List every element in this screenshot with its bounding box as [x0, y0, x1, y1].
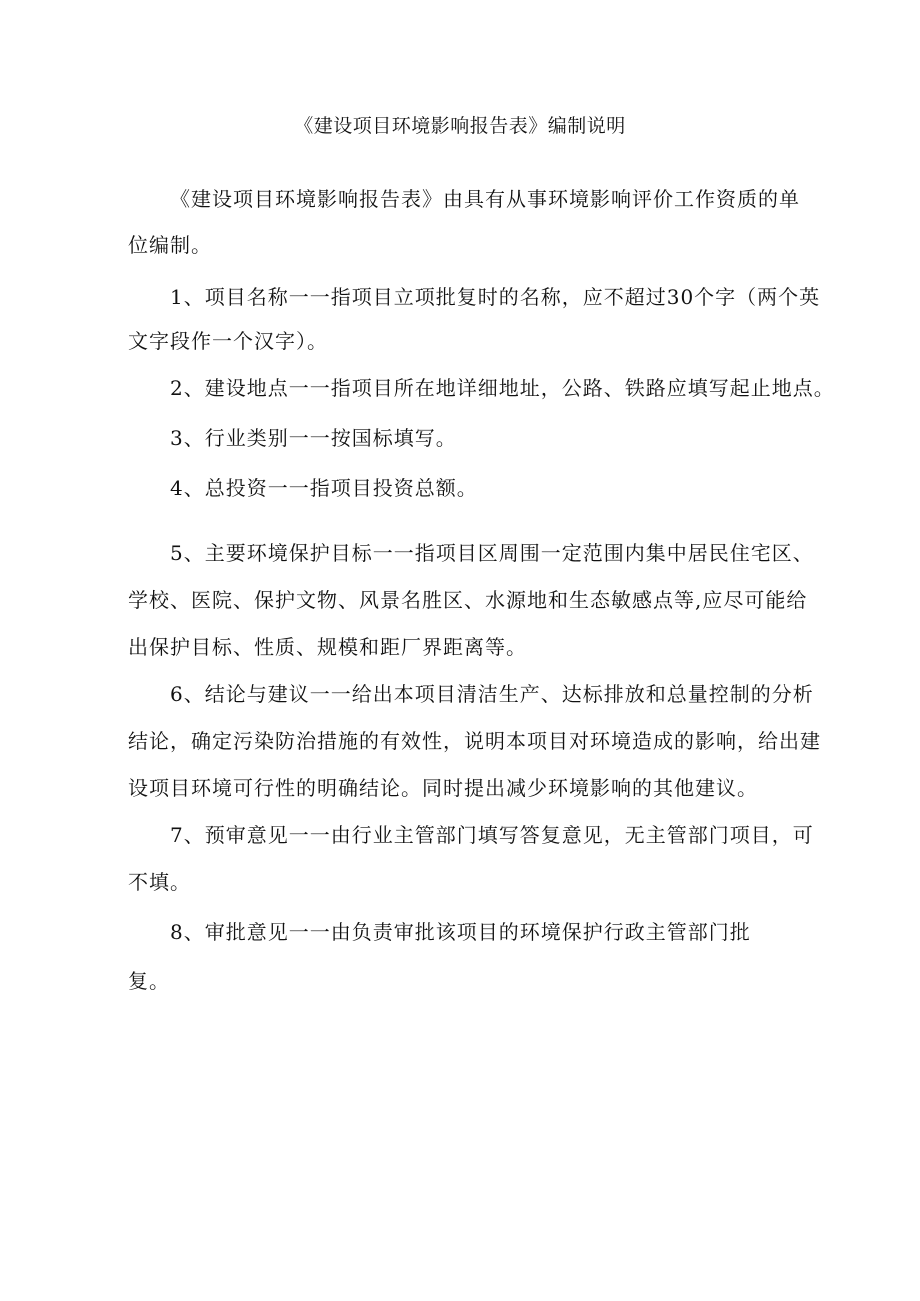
item-7-line-1: 7、预审意见一一由行业主管部门填写答复意见，无主管部门项目，可	[170, 823, 814, 847]
item-2-line-1: 2、建设地点一一指项目所在地详细地址，公路、铁路应填写起止地点。	[170, 376, 835, 400]
item-4-line-1: 4、总投资一一指项目投资总额。	[170, 476, 478, 500]
item-1-line-2: 文字段作一个汉字）。	[128, 329, 328, 353]
item-5-line-3: 出保护目标、性质、规模和距厂界距离等。	[128, 635, 527, 659]
item-5-line-2: 学校、医院、保护文物、风景名胜区、水源地和生态敏感点等,应尽可能给	[128, 588, 808, 612]
item-8-line-1: 8、审批意见一一由负责审批该项目的环境保护行政主管部门批	[170, 920, 751, 944]
item-5-line-1: 5、主要环境保护目标一一指项目区周围一定范围内集中居民住宅区、	[170, 541, 814, 565]
item-1-line-1: 1、项目名称一一指项目立项批复时的名称，应不超过30个字（两个英	[170, 285, 821, 309]
intro-line-2: 位编制。	[128, 233, 212, 257]
item-6-line-3: 设项目环境可行性的明确结论。同时提出减少环境影响的其他建议。	[128, 776, 758, 800]
intro-line-1: 《建设项目环境影响报告表》由具有从事环境影响评价工作资质的单	[170, 187, 800, 211]
item-3-line-1: 3、行业类别一一按国标填写。	[170, 426, 457, 450]
item-6-line-2: 结论，确定污染防治措施的有效性，说明本项目对环境造成的影响，给出建	[128, 729, 821, 753]
document-title: 《建设项目环境影响报告表》编制说明	[294, 115, 626, 137]
item-6-line-1: 6、结论与建议一一给出本项目清洁生产、达标排放和总量控制的分析	[170, 682, 814, 706]
item-8-line-2: 复。	[128, 969, 170, 993]
item-7-line-2: 不填。	[128, 870, 191, 894]
